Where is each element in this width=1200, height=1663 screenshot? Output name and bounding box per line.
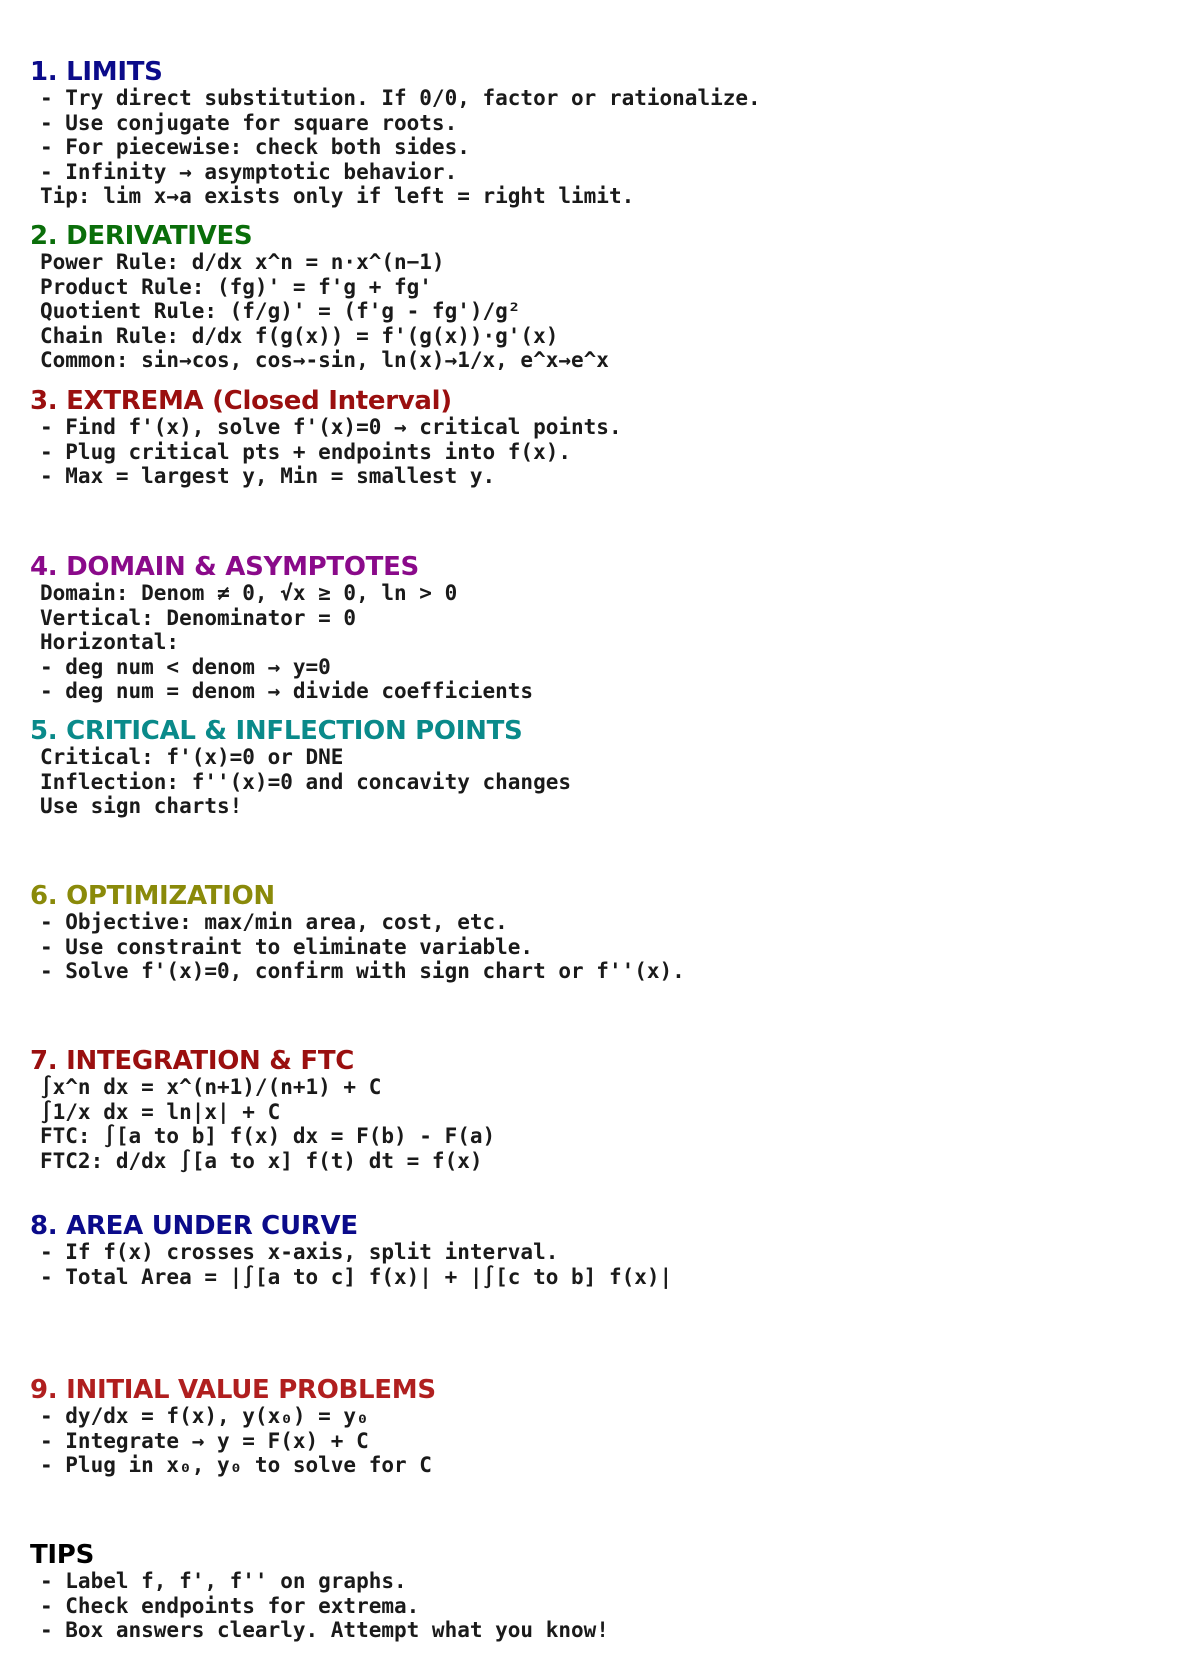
- section-title-derivatives: 2. DERIVATIVES: [30, 221, 253, 251]
- list-item: Critical: f'(x)=0 or DNE: [40, 745, 344, 769]
- section-title-extrema: 3. EXTREMA (Closed Interval): [30, 386, 452, 416]
- list-item: - Find f'(x), solve f'(x)=0 → critical points.: [40, 415, 622, 439]
- section-lines-derivatives: [30, 250, 1180, 373]
- section-title-tips: TIPS: [30, 1540, 94, 1570]
- section-optimization: [30, 882, 1180, 984]
- list-item: - Max = largest y, Min = smallest y.: [40, 464, 496, 488]
- section-integration: [30, 1047, 1180, 1173]
- list-item: - Label f, f', f'' on graphs.: [40, 1569, 407, 1593]
- list-item: - For piecewise: check both sides.: [40, 135, 470, 159]
- list-item: Domain: Denom ≠ 0, √x ≥ 0, ln > 0: [40, 581, 458, 605]
- list-item: Chain Rule: d/dx f(g(x)) = f'(g(x))·g'(x): [40, 323, 559, 348]
- section-lines-domain: [30, 581, 1180, 704]
- list-item: Quotient Rule: (f/g)' = (f'g - fg')/g²: [40, 299, 521, 323]
- section-domain: [30, 553, 1180, 704]
- list-item: - Box answers clearly. Attempt what you know!: [40, 1618, 609, 1642]
- list-item: - dy/dx = f(x), y(x₀) = y₀: [40, 1404, 369, 1428]
- list-item: Vertical: Denominator = 0: [40, 605, 357, 630]
- section-title-critical: 5. CRITICAL & INFLECTION POINTS: [30, 716, 523, 746]
- section-limits: [30, 58, 1180, 209]
- list-item: - Solve f'(x)=0, confirm with sign chart or f''(x).: [40, 959, 685, 983]
- list-item: - Plug in x₀, y₀ to solve for C: [40, 1453, 432, 1477]
- section-lines-tips: [30, 1569, 1180, 1643]
- section-title-optimization: 6. OPTIMIZATION: [30, 881, 275, 911]
- list-item: - Try direct substitution. If 0/0, factor or rationalize.: [40, 86, 761, 110]
- section-lines-area: [30, 1240, 1180, 1289]
- list-item: - If f(x) crosses x-axis, split interval.: [40, 1240, 559, 1264]
- section-critical: [30, 717, 1180, 819]
- section-derivatives: [30, 222, 1180, 373]
- section-title-limits: 1. LIMITS: [30, 57, 163, 87]
- list-item: Inflection: f''(x)=0 and concavity changes: [40, 769, 572, 794]
- list-item: Power Rule: d/dx x^n = n·x^(n−1): [40, 250, 445, 274]
- list-item: ∫1/x dx = ln|x| + C: [40, 1099, 281, 1124]
- section-title-area: 8. AREA UNDER CURVE: [30, 1211, 358, 1241]
- list-item: Product Rule: (fg)' = f'g + fg': [40, 274, 432, 299]
- list-item: - Check endpoints for extrema.: [40, 1593, 420, 1618]
- section-title-domain: 4. DOMAIN & ASYMPTOTES: [30, 552, 419, 582]
- section-lines-integration: [30, 1075, 1180, 1173]
- list-item: - Use constraint to eliminate variable.: [40, 934, 534, 959]
- list-item: - Objective: max/min area, cost, etc.: [40, 910, 508, 934]
- list-item: - Infinity → asymptotic behavior.: [40, 159, 458, 184]
- section-ivp: [30, 1376, 1180, 1478]
- list-item: ∫x^n dx = x^(n+1)/(n+1) + C: [40, 1075, 382, 1099]
- list-item: - deg num < denom → y=0: [40, 654, 331, 679]
- section-tips: [30, 1541, 1180, 1643]
- list-item: Use sign charts!: [40, 794, 243, 818]
- list-item: Common: sin→cos, cos→-sin, ln(x)→1/x, e^x→e^x: [40, 348, 609, 372]
- list-item: Horizontal:: [40, 630, 180, 654]
- section-lines-critical: [30, 745, 1180, 819]
- list-item: FTC2: d/dx ∫[a to x] f(t) dt = f(x): [40, 1148, 483, 1173]
- list-item: - Integrate → y = F(x) + C: [40, 1428, 369, 1453]
- list-item: - Total Area = |∫[a to c] f(x)| + |∫[c to b] f(x)|: [40, 1264, 673, 1289]
- section-lines-ivp: [30, 1404, 1180, 1478]
- section-lines-extrema: [30, 415, 1180, 489]
- section-title-ivp: 9. INITIAL VALUE PROBLEMS: [30, 1375, 436, 1405]
- list-item: FTC: ∫[a to b] f(x) dx = F(b) - F(a): [40, 1124, 496, 1148]
- list-item: - Use conjugate for square roots.: [40, 110, 458, 135]
- list-item: - deg num = denom → divide coefficients: [40, 679, 534, 703]
- list-item: - Plug critical pts + endpoints into f(x).: [40, 439, 572, 464]
- section-title-integration: 7. INTEGRATION & FTC: [30, 1046, 355, 1076]
- list-item: Tip: lim x→a exists only if left = right limit.: [40, 184, 635, 208]
- section-lines-limits: [30, 86, 1180, 209]
- section-extrema: [30, 387, 1180, 489]
- section-area: [30, 1212, 1180, 1289]
- section-lines-optimization: [30, 910, 1180, 984]
